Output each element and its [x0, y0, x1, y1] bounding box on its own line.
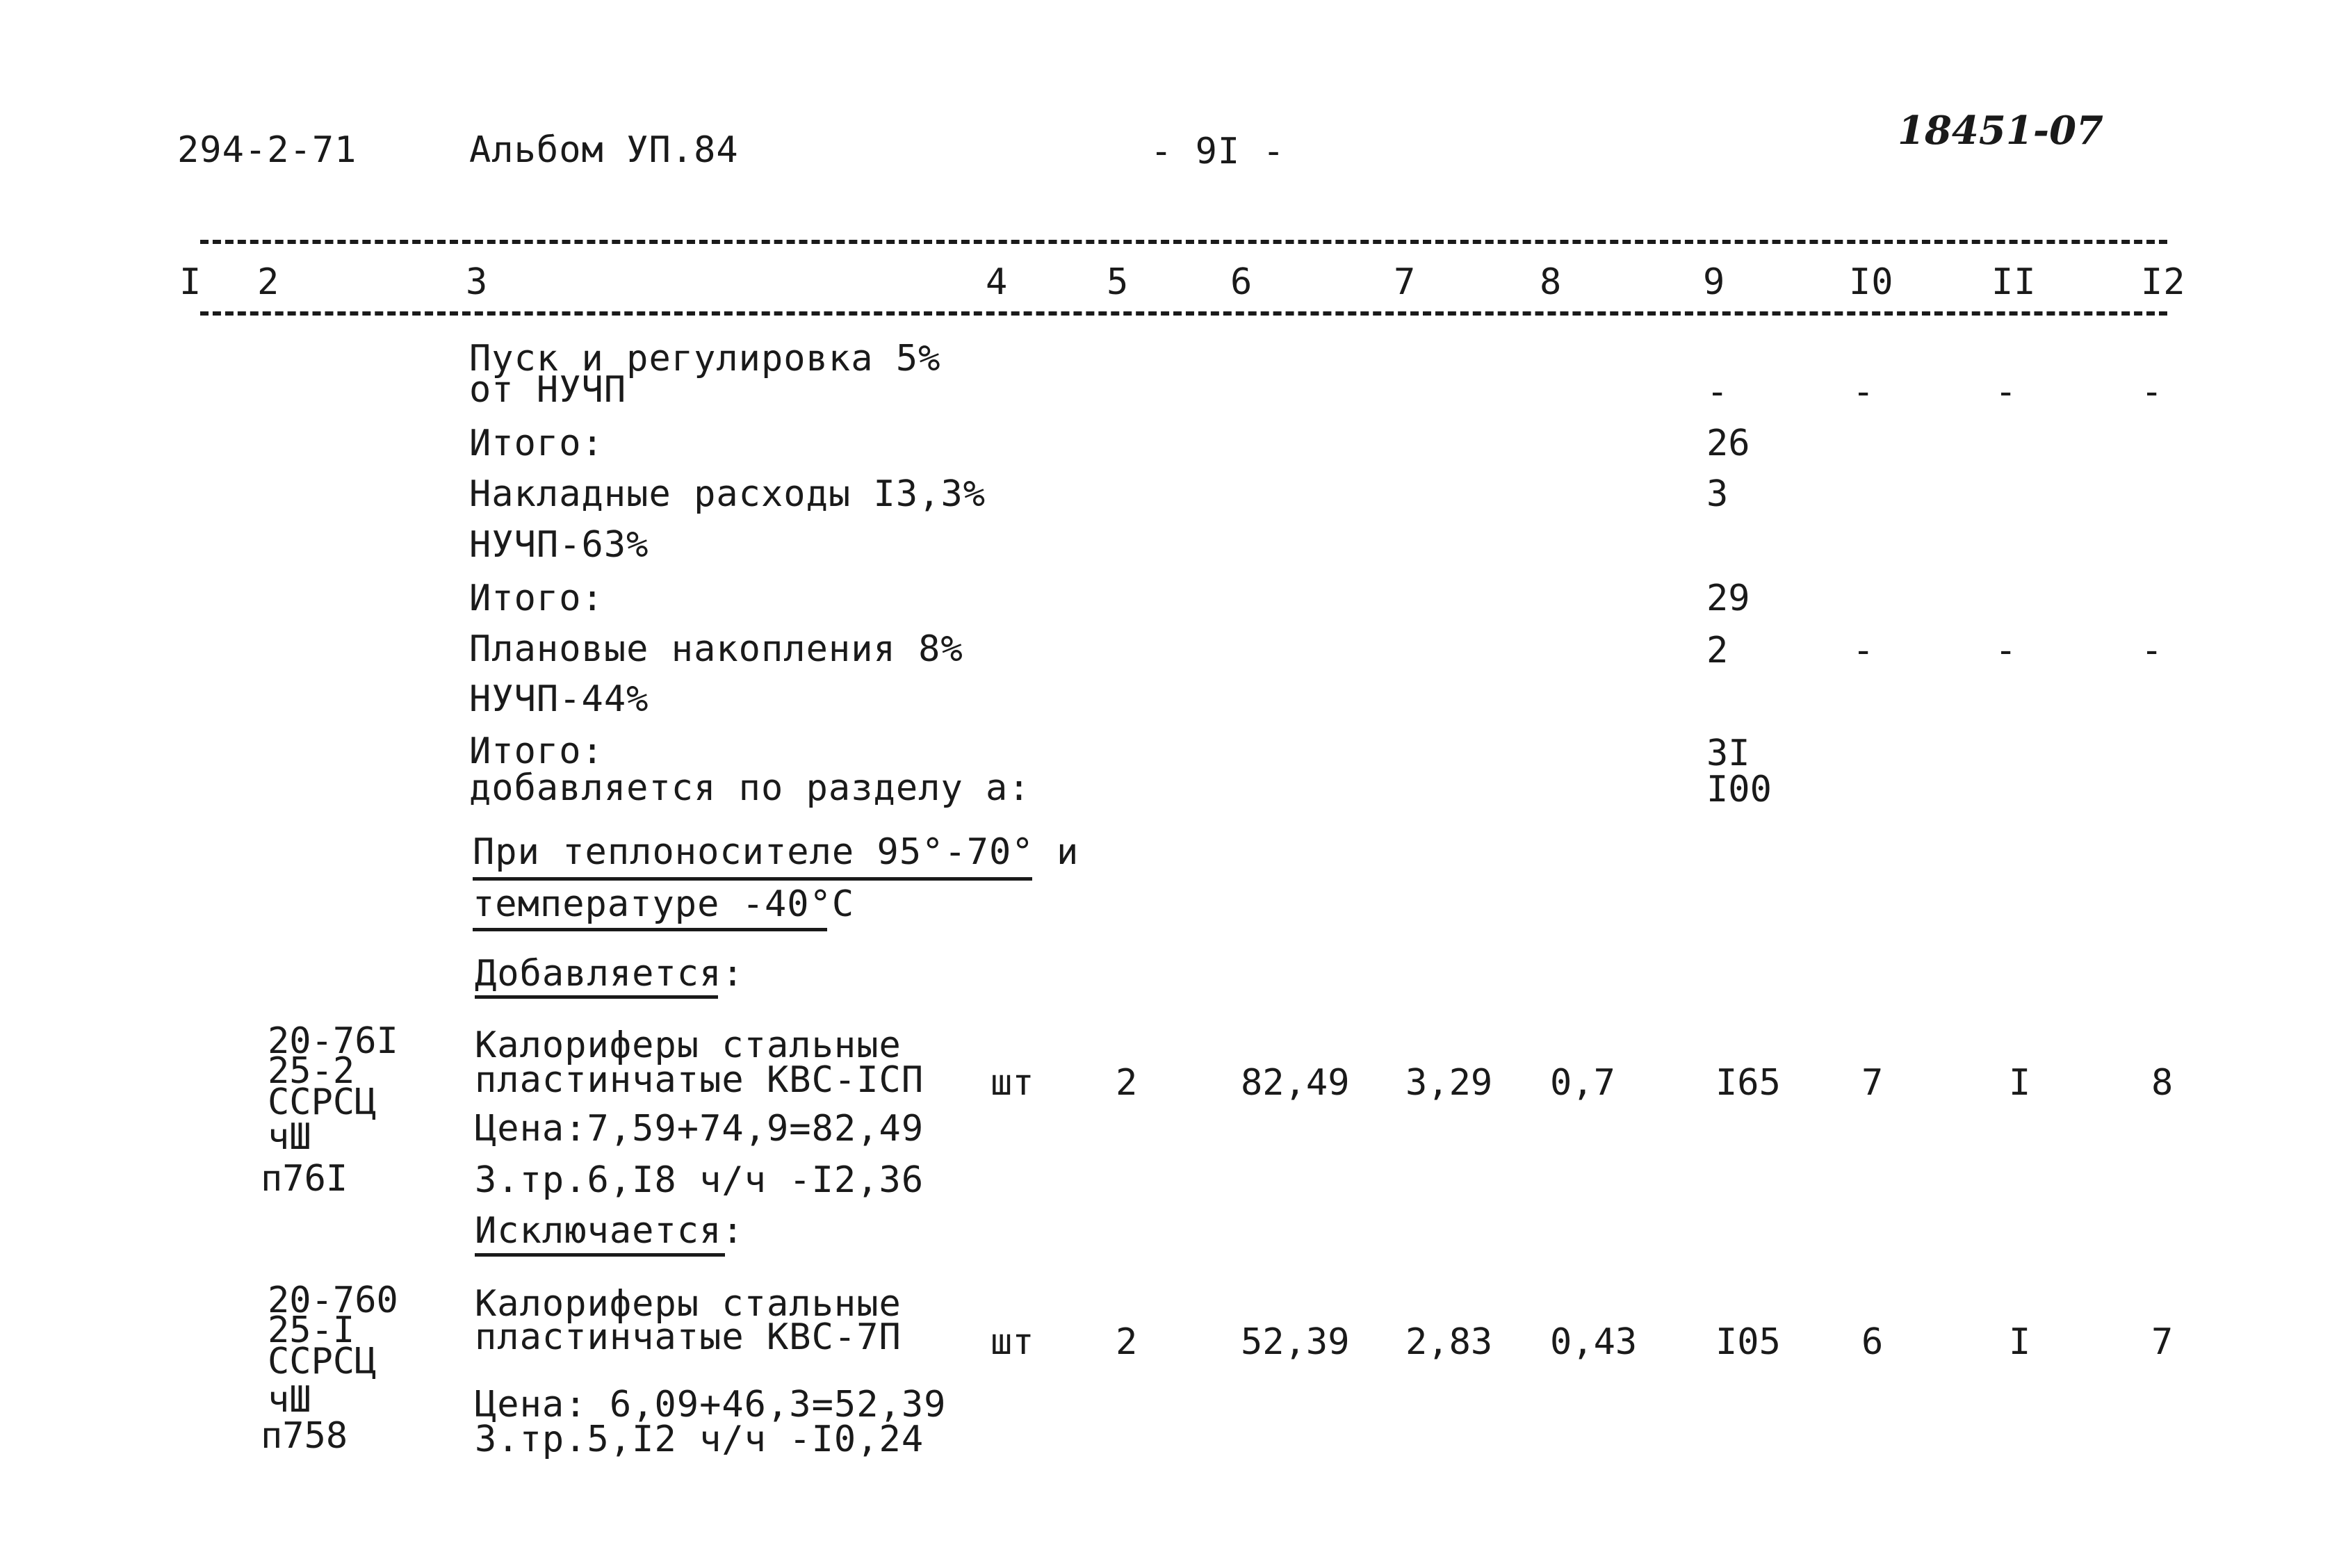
- row-added-c9: I00: [1706, 769, 1772, 810]
- item2-qty: 2: [1116, 1321, 1138, 1363]
- row-total-2-c9: 29: [1706, 578, 1750, 619]
- excluded-heading: Исключается:: [475, 1210, 744, 1252]
- item2-c10: 6: [1861, 1321, 1884, 1363]
- item1-c7: 3,29: [1405, 1062, 1493, 1104]
- added-heading-underline: [475, 995, 718, 999]
- row-total-3-label: Итого:: [469, 730, 604, 772]
- col-header-2: 2: [257, 261, 280, 303]
- col-header-9: 9: [1703, 261, 1726, 303]
- row-startup-c9: -: [1706, 371, 1729, 413]
- section-heading-b: температуре -40°С: [473, 883, 855, 925]
- row-overhead-c9: 3: [1706, 473, 1729, 515]
- item1-c11: I: [2009, 1062, 2031, 1104]
- row-startup-label: Пуск и регулировка 5%: [469, 338, 941, 379]
- item1-code-2: 25-2: [268, 1050, 355, 1092]
- item2-c11: I: [2009, 1321, 2031, 1363]
- col-header-7: 7: [1394, 261, 1417, 303]
- item2-name-a: Калориферы стальные: [475, 1283, 902, 1325]
- col-header-1: I: [179, 261, 202, 303]
- item1-c10: 7: [1861, 1062, 1884, 1104]
- row-startup-c10: -: [1852, 371, 1875, 413]
- item1-note-labor: З.тр.6,I8 ч/ч -I2,36: [475, 1159, 924, 1201]
- item2-unit: шт: [990, 1321, 1034, 1363]
- doc-code: 294-2-71: [177, 129, 357, 171]
- row-planned-c9: 2: [1706, 630, 1729, 671]
- item1-c8: 0,7: [1550, 1062, 1615, 1104]
- item2-code-4: чШ: [268, 1379, 311, 1421]
- item1-qty: 2: [1116, 1062, 1138, 1104]
- item2-c9: I05: [1715, 1321, 1781, 1363]
- col-header-3: 3: [466, 261, 489, 303]
- col-header-5: 5: [1107, 261, 1130, 303]
- row-overhead-label: Накладные расходы I3,3%: [469, 473, 986, 515]
- row-planned-nuchp: НУЧП-44%: [469, 678, 649, 720]
- row-planned-c11: -: [1995, 630, 2017, 671]
- handwritten-stamp: 18451-07: [1898, 108, 2103, 154]
- item1-code-4: чШ: [268, 1116, 311, 1158]
- item1-name-b: пластинчатые КВС-IСП: [475, 1059, 924, 1101]
- row-total-3-c9: 3I: [1706, 733, 1750, 774]
- item2-c7: 2,83: [1405, 1321, 1493, 1363]
- col-header-6: 6: [1230, 261, 1253, 303]
- row-planned-c10: -: [1852, 630, 1875, 671]
- col-header-8: 8: [1540, 261, 1563, 303]
- row-added-label: добавляется по разделу а:: [469, 767, 1031, 809]
- item1-c9: I65: [1715, 1062, 1781, 1104]
- row-startup-c11: -: [1995, 371, 2017, 413]
- item2-note-price: Цена: 6,09+46,3=52,39: [475, 1384, 947, 1426]
- item2-code-2: 25-I: [268, 1309, 355, 1351]
- item2-price: 52,39: [1241, 1321, 1350, 1363]
- col-header-11: II: [1991, 261, 2037, 303]
- item1-code-3: ССРСЦ: [268, 1081, 377, 1123]
- item2-code-1: 20-760: [268, 1280, 398, 1321]
- item2-note-labor: З.тр.5,I2 ч/ч -I0,24: [475, 1419, 924, 1460]
- row-planned-label: Плановые накопления 8%: [469, 628, 963, 670]
- item2-c12: 7: [2151, 1321, 2174, 1363]
- item2-code-3: ССРСЦ: [268, 1341, 377, 1382]
- header-rule-bottom: [200, 311, 2167, 316]
- page-number: - 9I -: [1150, 131, 1285, 172]
- row-total-1-label: Итого:: [469, 423, 604, 464]
- added-heading: Добавляется:: [475, 953, 744, 995]
- item1-code-5: п76I: [261, 1158, 348, 1200]
- excluded-heading-underline: [475, 1253, 725, 1257]
- row-planned-c12: -: [2141, 630, 2163, 671]
- col-header-10: I0: [1849, 261, 1894, 303]
- item1-note-price: Цена:7,59+74,9=82,49: [475, 1108, 924, 1150]
- album-title: Альбом УП.84: [469, 129, 739, 171]
- row-total-2-label: Итого:: [469, 578, 604, 619]
- item1-name-a: Калориферы стальные: [475, 1024, 902, 1066]
- item2-c8: 0,43: [1550, 1321, 1638, 1363]
- item1-price: 82,49: [1241, 1062, 1350, 1104]
- col-header-4: 4: [986, 261, 1009, 303]
- row-startup-c12: -: [2141, 371, 2163, 413]
- row-startup-sub: от НУЧП: [469, 369, 627, 411]
- item1-code-1: 20-76I: [268, 1020, 398, 1062]
- item1-unit: шт: [990, 1062, 1034, 1104]
- section-heading-a-underline: [473, 877, 1032, 881]
- col-header-12: I2: [2141, 261, 2186, 303]
- section-heading-b-underline: [473, 928, 827, 931]
- item1-c12: 8: [2151, 1062, 2174, 1104]
- item2-code-5: п758: [261, 1415, 348, 1457]
- row-total-1-c9: 26: [1706, 423, 1750, 464]
- header-rule-top: [200, 240, 2167, 244]
- row-overhead-nuchp: НУЧП-63%: [469, 524, 649, 566]
- item2-name-b: пластинчатые КВС-7П: [475, 1316, 902, 1358]
- section-heading-a: При теплоносителе 95°-70° и: [473, 831, 1079, 873]
